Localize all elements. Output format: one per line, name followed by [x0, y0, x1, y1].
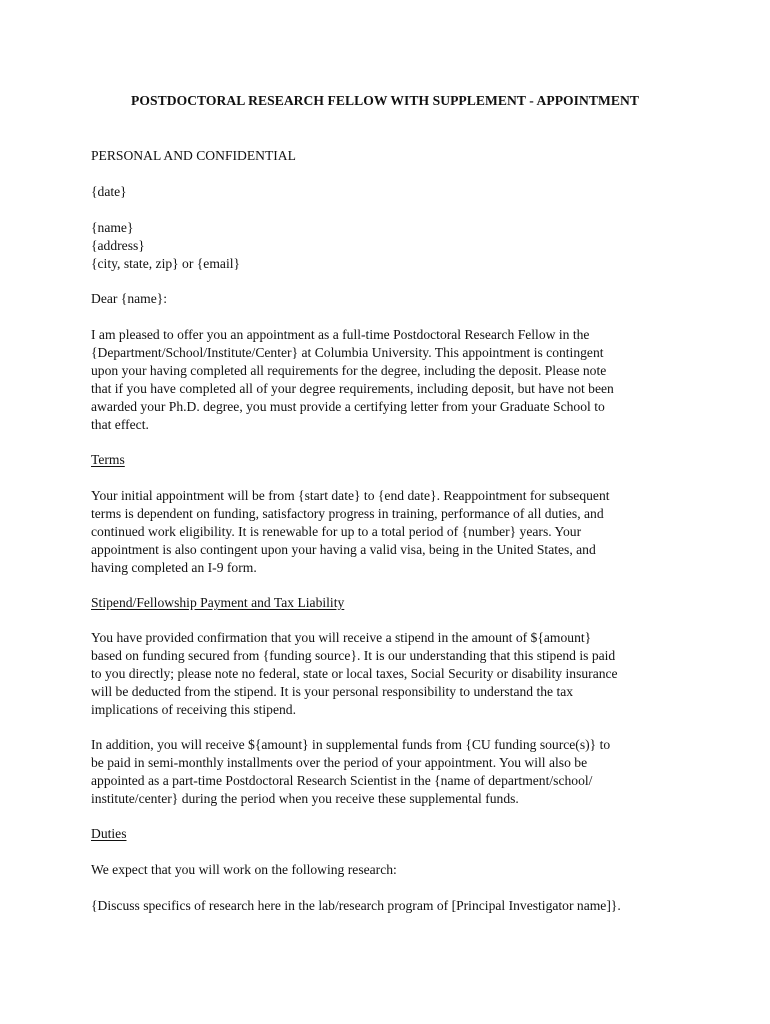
text-line: upon your having completed all requirements for the degree, including the deposit. Please note	[91, 363, 607, 378]
supplement-paragraph	[91, 736, 691, 808]
text-line: appointed as a part-time Postdoctoral Research Scientist in the {name of department/school/	[91, 773, 593, 788]
salutation: Dear {name}:	[91, 291, 168, 306]
terms-paragraph	[91, 487, 691, 577]
text-line: Your initial appointment will be from {start date} to {end date}. Reappointment for subsequent	[91, 488, 610, 503]
stipend-heading: Stipend/Fellowship Payment and Tax Liability	[91, 595, 345, 610]
intro-paragraph	[91, 326, 691, 434]
duties-detail: {Discuss specifics of research here in the lab/research program of [Principal Investigator name]}.	[91, 898, 621, 913]
text-line: that if you have completed all of your degree requirements, including deposit, but have not been	[91, 381, 614, 396]
duties-intro: We expect that you will work on the following research:	[91, 862, 397, 877]
text-line: awarded your Ph.D. degree, you must provide a certifying letter from your Graduate School to	[91, 399, 605, 414]
text-line: based on funding secured from {funding source}. It is our understanding that this stipend is paid	[91, 648, 616, 663]
text-line: institute/center} during the period when you receive these supplemental funds.	[91, 791, 519, 806]
text-line: continued work eligibility. It is renewable for up to a total period of {number} years. Your	[91, 524, 582, 539]
text-line: will be deducted from the stipend. It is your personal responsibility to understand the tax	[91, 684, 574, 699]
stipend-paragraph	[91, 629, 691, 719]
text-line: be paid in semi-monthly installments over the period of your appointment. You will also be	[91, 755, 588, 770]
terms-heading: Terms	[91, 452, 125, 467]
text-line: {Department/School/Institute/Center} at Columbia University. This appointment is contingent	[91, 345, 604, 360]
address-block	[91, 219, 691, 273]
address-line: {city, state, zip} or {email}	[91, 256, 241, 271]
address-line: {address}	[91, 238, 145, 253]
document-title: POSTDOCTORAL RESEARCH FELLOW WITH SUPPLEMENT - APPOINTMENT	[131, 93, 639, 108]
text-line: to you directly; please note no federal, state or local taxes, Social Security or disability insurance	[91, 666, 618, 681]
text-line: In addition, you will receive ${amount} in supplemental funds from {CU funding source(s)} to	[91, 737, 611, 752]
address-line: {name}	[91, 220, 134, 235]
text-line: I am pleased to offer you an appointment as a full-time Postdoctoral Research Fellow in the	[91, 327, 590, 342]
letter-date: {date}	[91, 184, 127, 199]
text-line: that effect.	[91, 417, 149, 432]
text-line: terms is dependent on funding, satisfactory progress in training, performance of all duties, and	[91, 506, 604, 521]
text-line: You have provided confirmation that you will receive a stipend in the amount of ${amount}	[91, 630, 592, 645]
confidential-notice: PERSONAL AND CONFIDENTIAL	[91, 148, 296, 163]
text-line: having completed an I-9 form.	[91, 560, 257, 575]
text-line: implications of receiving this stipend.	[91, 702, 297, 717]
duties-heading: Duties	[91, 826, 127, 841]
text-line: appointment is also contingent upon your having a valid visa, being in the United States, and	[91, 542, 596, 557]
